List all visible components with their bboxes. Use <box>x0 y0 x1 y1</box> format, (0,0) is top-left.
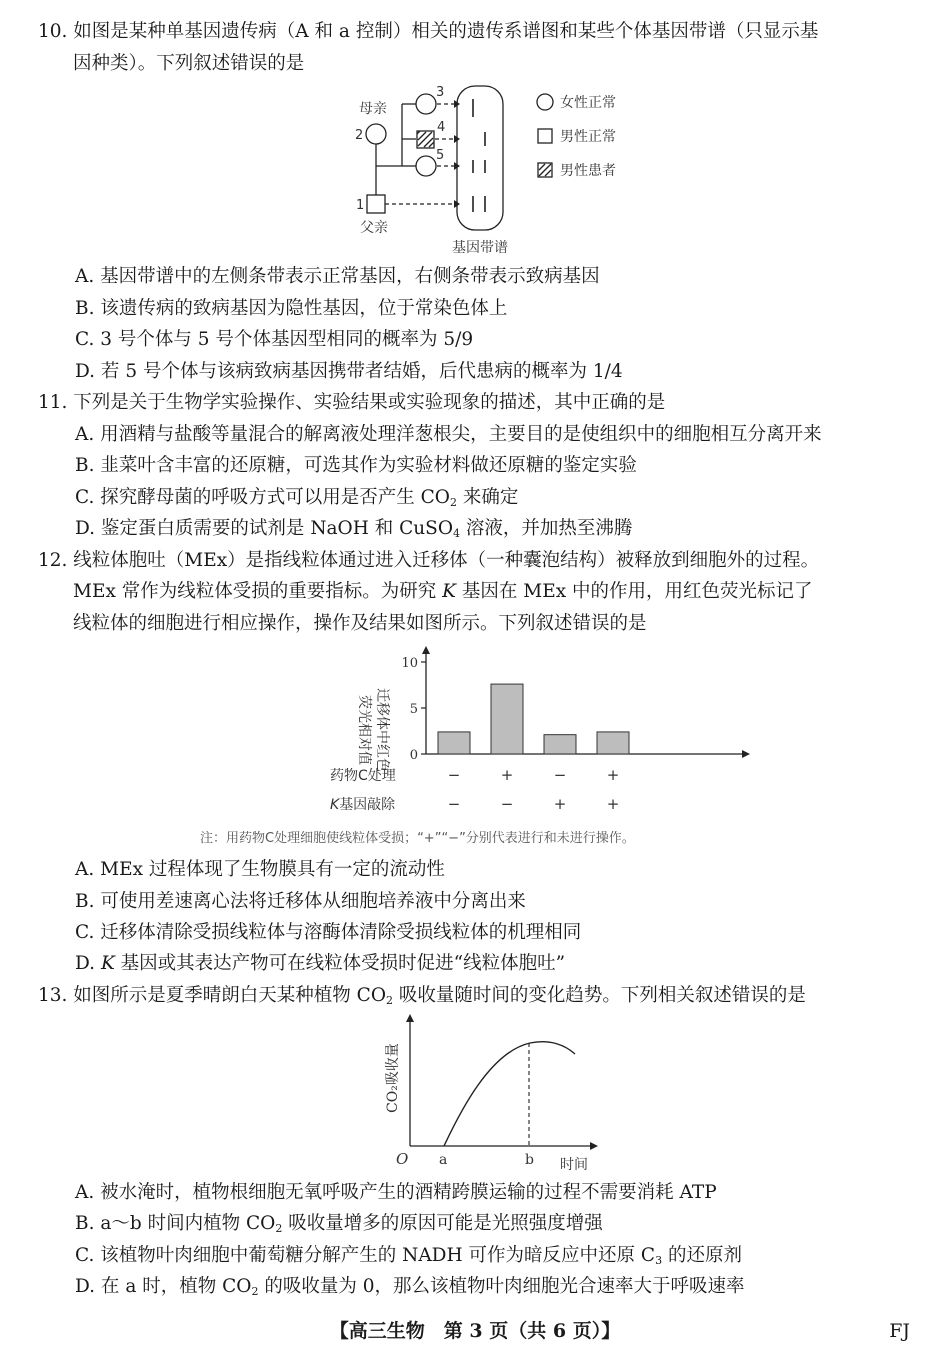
bar-4 <box>597 732 629 754</box>
y-tick-label-5: 5 <box>409 702 418 717</box>
row2-label: K基因敲除 <box>330 797 396 813</box>
chart2-mark-a: a <box>439 1152 448 1168</box>
q10-option-a: A. 基因带谱中的左侧条带表示正常基因，右侧条带表示致病基因 <box>75 266 600 287</box>
legend-male-normal: 男性正常 <box>560 129 616 145</box>
pedigree-num-1: 1 <box>356 198 365 213</box>
q12-option-d: D. K 基因或其表达产物可在线粒体受损时促进“线粒体胞吐” <box>75 953 566 974</box>
q11-option-c: C. 探究酵母菌的呼吸方式可以用是否产生 $CO_2$ 来确定 <box>75 487 519 509</box>
row1-sign-2: + <box>500 766 514 784</box>
q12-option-b: B. 可使用差速离心法将迁移体从细胞培养液中分离出来 <box>75 891 526 912</box>
bar-3 <box>544 735 576 754</box>
q11-option-a: A. 用酒精与盐酸等量混合的解离液处理洋葱根尖，主要目的是使组织中的细胞相互分离开来 <box>75 424 822 445</box>
footer-code: FJ <box>889 1320 910 1342</box>
q13-line-chart <box>380 1012 610 1178</box>
chart-note: 注：用药物C处理细胞使线粒体受损；“+”“−”分别代表进行和未进行操作。 <box>200 831 635 846</box>
q10-option-b: B. 该遗传病的致病基因为隐性基因，位于常染色体上 <box>75 298 508 319</box>
q11-option-d: D. 鉴定蛋白质需要的试剂是 NaOH 和 CuSO$_4$ 溶液，并加热至沸腾 <box>75 518 633 540</box>
q13-stem: 13. 如图所示是夏季晴朗白天某种植物 $CO_2$ 吸收量随时间的变化趋势。下列相关叙述错误的是 <box>38 985 806 1007</box>
pedigree-num-3: 3 <box>436 85 445 100</box>
row2-sign-4: + <box>606 795 620 813</box>
q13-option-d: D. 在 a 时，植物 $CO_2$ 的吸收量为 0，那么该植物叶肉细胞光合速率大于呼吸速率 <box>75 1276 745 1298</box>
row2-sign-2: − <box>500 795 514 813</box>
chart-ylabel-line1: 迁移体中红色 <box>374 688 390 772</box>
chart2-xlabel: 时间 <box>560 1157 588 1173</box>
pedigree-individual-2 <box>366 124 386 144</box>
y-tick-label-10: 10 <box>401 656 418 671</box>
chart2-ylabel: CO₂吸收量 <box>385 1043 401 1113</box>
row1-label: 药物C处理 <box>330 768 396 784</box>
q10-pedigree-figure <box>340 84 640 260</box>
q11-stem: 11. 下列是关于生物学实验操作、实验结果或实验现象的描述，其中正确的是 <box>38 392 666 413</box>
q13-option-b: B. a～b 时间内植物 $CO_2$ 吸收量增多的原因可能是光照强度增强 <box>75 1213 603 1235</box>
q12-bar-chart <box>190 642 790 854</box>
q12-stem-line1: 12. 线粒体胞吐（MEx）是指线粒体通过进入迁移体（一种囊泡结构）被释放到细胞外的过程。 <box>38 550 820 571</box>
pedigree-num-2: 2 <box>355 128 364 143</box>
pedigree-individual-5 <box>416 156 436 176</box>
page-footer: 【高三生物 第 3 页（共 6 页）】 <box>329 1320 621 1342</box>
chart-ylabel-line2: 荧光相对值 <box>356 695 372 765</box>
q12-stem-line3: 线粒体的细胞进行相应操作，操作及结果如图所示。下列叙述错误的是 <box>73 613 647 634</box>
pedigree-num-4: 4 <box>437 120 446 135</box>
q10-stem-line1: 10. 如图是某种单基因遗传病（A 和 a 控制）相关的遗传系谱图和某些个体基因带谱（只显示基 <box>38 21 819 42</box>
legend-female-normal-icon <box>537 94 553 110</box>
row1-sign-4: + <box>606 766 620 784</box>
q12-option-a: A. MEx 过程体现了生物膜具有一定的流动性 <box>75 859 445 880</box>
q10-option-c: C. 3 号个体与 5 号个体基因型相同的概率为 5/9 <box>75 329 474 350</box>
father-label: 父亲 <box>360 220 388 236</box>
q13-option-a: A. 被水淹时，植物根细胞无氧呼吸产生的酒精跨膜运输的过程不需要消耗 ATP <box>75 1182 717 1203</box>
q12-stem-line2: MEx 常作为线粒体受损的重要指标。为研究 K 基因在 MEx 中的作用，用红色荧光标记了 <box>73 581 813 602</box>
gene-band-pattern <box>457 86 503 230</box>
pedigree-num-5: 5 <box>436 148 445 163</box>
bar-2 <box>491 684 523 754</box>
q10-option-d: D. 若 5 号个体与该病致病基因携带者结婚，后代患病的概率为 1/4 <box>75 361 623 382</box>
y-tick-label-0: 0 <box>409 748 418 763</box>
band-caption: 基因带谱 <box>452 240 508 256</box>
legend-male-normal-icon <box>538 129 552 143</box>
pedigree-individual-1 <box>367 195 385 213</box>
q13-option-c: C. 该植物叶肉细胞中葡萄糖分解产生的 NADH 可作为暗反应中还原 $C_3$ 的还原剂 <box>75 1245 742 1267</box>
chart2-origin: O <box>396 1150 409 1168</box>
row1-sign-1: − <box>447 766 461 784</box>
chart2-mark-b: b <box>525 1152 534 1168</box>
legend-male-patient: 男性患者 <box>560 163 616 179</box>
co2-uptake-curve <box>444 1042 575 1146</box>
row2-sign-1: − <box>447 795 461 813</box>
row1-sign-3: − <box>553 766 567 784</box>
q11-option-b: B. 韭菜叶含丰富的还原糖，可选其作为实验材料做还原糖的鉴定实验 <box>75 455 637 476</box>
q10-stem-line2: 因种类）。下列叙述错误的是 <box>73 53 305 74</box>
pedigree-individual-3 <box>416 94 436 114</box>
bar-1 <box>438 732 470 754</box>
legend-female-normal: 女性正常 <box>560 95 616 111</box>
q12-option-c: C. 迁移体清除受损线粒体与溶酶体清除受损线粒体的机理相同 <box>75 922 582 943</box>
row2-sign-3: + <box>553 795 567 813</box>
mother-label: 母亲 <box>359 101 387 117</box>
